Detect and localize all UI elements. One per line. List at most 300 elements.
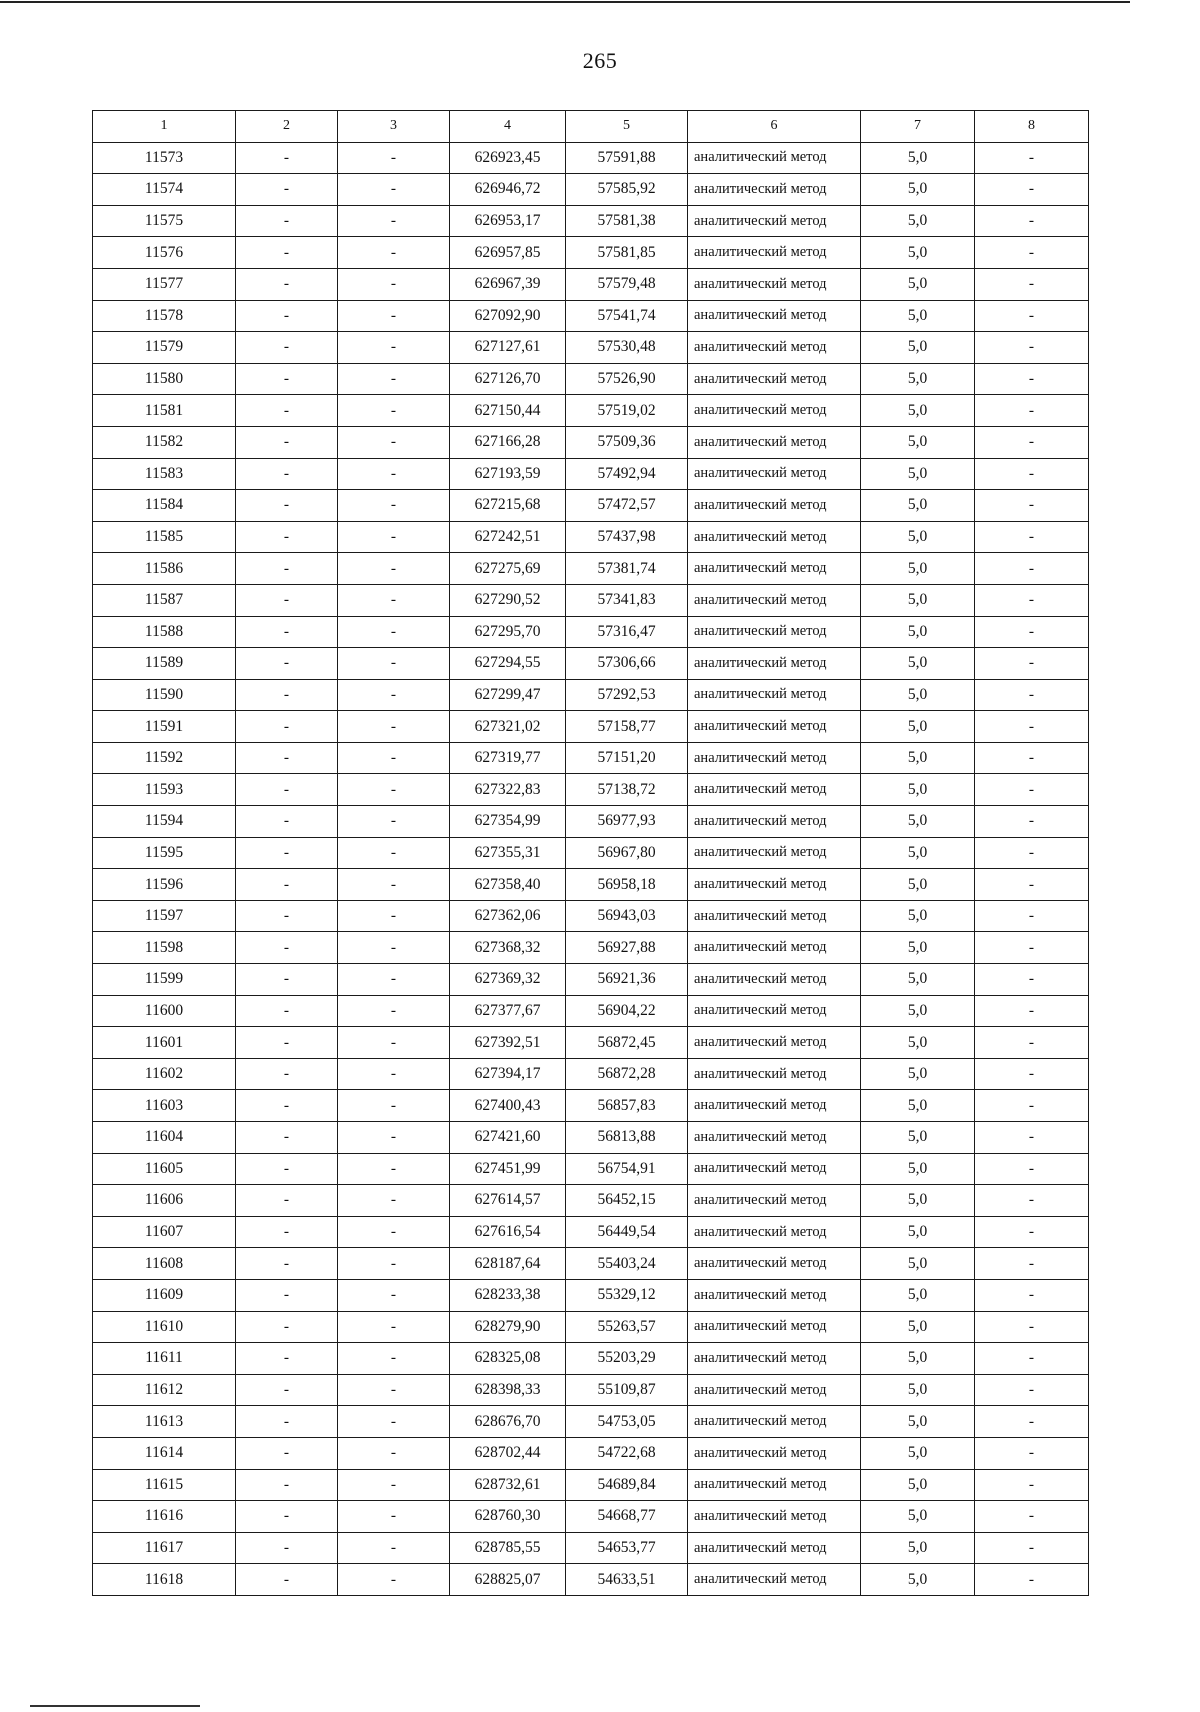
table-cell: аналитический метод xyxy=(688,584,861,616)
table-cell: - xyxy=(975,1279,1089,1311)
table-cell: - xyxy=(236,1501,338,1533)
table-cell: 11602 xyxy=(93,1058,236,1090)
table-cell: 5,0 xyxy=(861,268,975,300)
table-cell: - xyxy=(338,332,450,364)
table-cell: аналитический метод xyxy=(688,1564,861,1596)
table-cell: аналитический метод xyxy=(688,616,861,648)
table-row xyxy=(93,742,1089,774)
table-cell: - xyxy=(338,1406,450,1438)
table-cell: - xyxy=(975,332,1089,364)
table-cell: 627362,06 xyxy=(450,900,566,932)
table-cell: 56904,22 xyxy=(566,995,688,1027)
table-cell: 5,0 xyxy=(861,742,975,774)
table-cell: аналитический метод xyxy=(688,332,861,364)
table-row xyxy=(93,679,1089,711)
table-cell: - xyxy=(975,964,1089,996)
table-cell: - xyxy=(338,174,450,206)
table-cell: 57138,72 xyxy=(566,774,688,806)
table-cell: 5,0 xyxy=(861,1122,975,1154)
column-header: 1 xyxy=(93,111,236,143)
table-cell: аналитический метод xyxy=(688,900,861,932)
table-cell: аналитический метод xyxy=(688,426,861,458)
table-cell: 5,0 xyxy=(861,584,975,616)
table-cell: - xyxy=(236,205,338,237)
table-cell: 11607 xyxy=(93,1216,236,1248)
table-cell: 11585 xyxy=(93,521,236,553)
table-row xyxy=(93,332,1089,364)
table-cell: - xyxy=(975,1564,1089,1596)
table-cell: 57158,77 xyxy=(566,711,688,743)
table-cell: 11593 xyxy=(93,774,236,806)
bottom-scan-rule xyxy=(30,1705,200,1707)
table-cell: - xyxy=(236,332,338,364)
table-cell: - xyxy=(236,995,338,1027)
table-cell: 626957,85 xyxy=(450,237,566,269)
table-cell: 5,0 xyxy=(861,1532,975,1564)
table-cell: аналитический метод xyxy=(688,995,861,1027)
table-cell: 5,0 xyxy=(861,1564,975,1596)
table-cell: 5,0 xyxy=(861,553,975,585)
table-cell: - xyxy=(338,964,450,996)
table-cell: 627166,28 xyxy=(450,426,566,458)
table-row xyxy=(93,1501,1089,1533)
table-cell: - xyxy=(236,426,338,458)
table-cell: 626967,39 xyxy=(450,268,566,300)
table-cell: 57519,02 xyxy=(566,395,688,427)
table-cell: 5,0 xyxy=(861,1437,975,1469)
table-cell: 5,0 xyxy=(861,711,975,743)
table-row xyxy=(93,1279,1089,1311)
table-cell: - xyxy=(975,584,1089,616)
table-cell: 5,0 xyxy=(861,679,975,711)
table-cell: - xyxy=(236,268,338,300)
table-cell: 11583 xyxy=(93,458,236,490)
table-cell: 627294,55 xyxy=(450,648,566,680)
table-cell: - xyxy=(975,1437,1089,1469)
table-cell: аналитический метод xyxy=(688,268,861,300)
table-cell: - xyxy=(975,806,1089,838)
table-cell: 11578 xyxy=(93,300,236,332)
column-header: 3 xyxy=(338,111,450,143)
table-body xyxy=(93,142,1089,1595)
table-cell: 626946,72 xyxy=(450,174,566,206)
table-cell: 627215,68 xyxy=(450,490,566,522)
table-cell: 628676,70 xyxy=(450,1406,566,1438)
table-cell: - xyxy=(338,616,450,648)
column-header: 5 xyxy=(566,111,688,143)
table-cell: - xyxy=(338,426,450,458)
table-cell: 11582 xyxy=(93,426,236,458)
table-cell: аналитический метод xyxy=(688,1185,861,1217)
table-cell: 56754,91 xyxy=(566,1153,688,1185)
table-cell: 11611 xyxy=(93,1343,236,1375)
table-cell: - xyxy=(975,711,1089,743)
table-cell: 627377,67 xyxy=(450,995,566,1027)
table-cell: - xyxy=(338,1185,450,1217)
table-cell: 56927,88 xyxy=(566,932,688,964)
table-cell: аналитический метод xyxy=(688,1279,861,1311)
table-cell: - xyxy=(975,1216,1089,1248)
table-cell: 627299,47 xyxy=(450,679,566,711)
table-cell: - xyxy=(338,900,450,932)
table-cell: 627358,40 xyxy=(450,869,566,901)
table-cell: 56857,83 xyxy=(566,1090,688,1122)
table-row xyxy=(93,1564,1089,1596)
table-cell: - xyxy=(236,1058,338,1090)
table-cell: 11598 xyxy=(93,932,236,964)
table-cell: 56813,88 xyxy=(566,1122,688,1154)
table-cell: 57585,92 xyxy=(566,174,688,206)
table-cell: аналитический метод xyxy=(688,1374,861,1406)
table-row xyxy=(93,142,1089,174)
table-cell: аналитический метод xyxy=(688,237,861,269)
table-cell: 11580 xyxy=(93,363,236,395)
table-cell: 56958,18 xyxy=(566,869,688,901)
table-cell: 56452,15 xyxy=(566,1185,688,1217)
table-cell: аналитический метод xyxy=(688,553,861,585)
table-cell: 11603 xyxy=(93,1090,236,1122)
table-row xyxy=(93,806,1089,838)
table-cell: аналитический метод xyxy=(688,837,861,869)
table-cell: 627392,51 xyxy=(450,1027,566,1059)
table-cell: - xyxy=(975,900,1089,932)
table-cell: - xyxy=(975,1185,1089,1217)
table-row xyxy=(93,1122,1089,1154)
table-cell: - xyxy=(236,932,338,964)
table-cell: - xyxy=(338,237,450,269)
table-cell: - xyxy=(975,1532,1089,1564)
table-cell: - xyxy=(236,521,338,553)
table-cell: - xyxy=(975,869,1089,901)
table-cell: аналитический метод xyxy=(688,490,861,522)
table-cell: 11592 xyxy=(93,742,236,774)
table-cell: аналитический метод xyxy=(688,1532,861,1564)
table-cell: аналитический метод xyxy=(688,1469,861,1501)
table-row xyxy=(93,458,1089,490)
table-cell: - xyxy=(975,268,1089,300)
table-cell: - xyxy=(338,1437,450,1469)
table-cell: аналитический метод xyxy=(688,869,861,901)
table-cell: - xyxy=(338,363,450,395)
table-cell: 54653,77 xyxy=(566,1532,688,1564)
table-cell: - xyxy=(338,1122,450,1154)
table-cell: - xyxy=(236,616,338,648)
table-cell: аналитический метод xyxy=(688,1153,861,1185)
table-cell: - xyxy=(975,174,1089,206)
table-cell: - xyxy=(338,1564,450,1596)
table-cell: 5,0 xyxy=(861,1185,975,1217)
table-cell: аналитический метод xyxy=(688,679,861,711)
table-cell: 54722,68 xyxy=(566,1437,688,1469)
table-cell: 57509,36 xyxy=(566,426,688,458)
table-cell: аналитический метод xyxy=(688,174,861,206)
table-cell: - xyxy=(338,205,450,237)
table-cell: 627290,52 xyxy=(450,584,566,616)
table-row xyxy=(93,869,1089,901)
table-cell: 5,0 xyxy=(861,964,975,996)
table-cell: - xyxy=(975,205,1089,237)
table-cell: 11605 xyxy=(93,1153,236,1185)
table-cell: 5,0 xyxy=(861,995,975,1027)
table-cell: аналитический метод xyxy=(688,1437,861,1469)
table-cell: - xyxy=(975,553,1089,585)
table-cell: 627451,99 xyxy=(450,1153,566,1185)
table-cell: - xyxy=(975,1122,1089,1154)
table-row xyxy=(93,363,1089,395)
table-row xyxy=(93,995,1089,1027)
table-cell: 627616,54 xyxy=(450,1216,566,1248)
table-cell: 11579 xyxy=(93,332,236,364)
table-cell: 628187,64 xyxy=(450,1248,566,1280)
table-cell: - xyxy=(338,1058,450,1090)
table-row xyxy=(93,964,1089,996)
table-cell: - xyxy=(236,1564,338,1596)
table-cell: 11610 xyxy=(93,1311,236,1343)
table-cell: 57581,38 xyxy=(566,205,688,237)
column-header: 6 xyxy=(688,111,861,143)
table-cell: 57530,48 xyxy=(566,332,688,364)
table-cell: аналитический метод xyxy=(688,395,861,427)
table-cell: - xyxy=(236,490,338,522)
table-cell: 5,0 xyxy=(861,300,975,332)
table-cell: 11612 xyxy=(93,1374,236,1406)
table-cell: - xyxy=(975,1374,1089,1406)
table-cell: 5,0 xyxy=(861,1501,975,1533)
table-cell: - xyxy=(338,300,450,332)
table-cell: 5,0 xyxy=(861,142,975,174)
table-cell: 57591,88 xyxy=(566,142,688,174)
table-cell: 11600 xyxy=(93,995,236,1027)
table-cell: 5,0 xyxy=(861,869,975,901)
table-cell: - xyxy=(236,584,338,616)
table-cell: - xyxy=(236,1216,338,1248)
table-cell: 627126,70 xyxy=(450,363,566,395)
table-cell: 54753,05 xyxy=(566,1406,688,1438)
table-row xyxy=(93,1027,1089,1059)
table-cell: 11596 xyxy=(93,869,236,901)
table-cell: - xyxy=(236,1532,338,1564)
table-cell: - xyxy=(236,363,338,395)
table-cell: - xyxy=(338,1027,450,1059)
table-cell: аналитический метод xyxy=(688,806,861,838)
table-cell: - xyxy=(338,142,450,174)
table-row xyxy=(93,205,1089,237)
table-cell: 11608 xyxy=(93,1248,236,1280)
table-cell: 57316,47 xyxy=(566,616,688,648)
table-row xyxy=(93,426,1089,458)
table-cell: - xyxy=(975,1501,1089,1533)
table-cell: - xyxy=(236,237,338,269)
table-cell: - xyxy=(975,395,1089,427)
table-cell: 626923,45 xyxy=(450,142,566,174)
table-cell: аналитический метод xyxy=(688,1090,861,1122)
table-cell: аналитический метод xyxy=(688,1027,861,1059)
table-cell: - xyxy=(338,584,450,616)
table-cell: 627193,59 xyxy=(450,458,566,490)
table-row xyxy=(93,1343,1089,1375)
table-cell: 11618 xyxy=(93,1564,236,1596)
table-cell: 55109,87 xyxy=(566,1374,688,1406)
table-cell: аналитический метод xyxy=(688,363,861,395)
table-row xyxy=(93,837,1089,869)
table-cell: аналитический метод xyxy=(688,1501,861,1533)
table-cell: 5,0 xyxy=(861,774,975,806)
table-row xyxy=(93,268,1089,300)
table-cell: 628732,61 xyxy=(450,1469,566,1501)
table-cell: - xyxy=(338,1153,450,1185)
table-cell: - xyxy=(236,679,338,711)
table-cell: - xyxy=(338,679,450,711)
table-cell: 57151,20 xyxy=(566,742,688,774)
table-cell: - xyxy=(236,742,338,774)
table-cell: 11587 xyxy=(93,584,236,616)
table-cell: 56977,93 xyxy=(566,806,688,838)
table-cell: 56967,80 xyxy=(566,837,688,869)
table-cell: - xyxy=(975,774,1089,806)
table-cell: 5,0 xyxy=(861,332,975,364)
table-cell: 627150,44 xyxy=(450,395,566,427)
table-cell: 5,0 xyxy=(861,1469,975,1501)
table-cell: - xyxy=(975,1027,1089,1059)
table-cell: 11604 xyxy=(93,1122,236,1154)
table-cell: 11595 xyxy=(93,837,236,869)
table-cell: аналитический метод xyxy=(688,300,861,332)
table-cell: 11613 xyxy=(93,1406,236,1438)
table-cell: 5,0 xyxy=(861,1058,975,1090)
table-cell: - xyxy=(236,1153,338,1185)
table-cell: - xyxy=(236,1311,338,1343)
table-cell: 11577 xyxy=(93,268,236,300)
table-cell: - xyxy=(338,1311,450,1343)
table-cell: - xyxy=(338,648,450,680)
table-cell: - xyxy=(236,142,338,174)
table-cell: 11591 xyxy=(93,711,236,743)
table-cell: 11581 xyxy=(93,395,236,427)
table-cell: - xyxy=(236,1248,338,1280)
table-cell: - xyxy=(338,1248,450,1280)
table-cell: - xyxy=(236,1027,338,1059)
table-cell: - xyxy=(975,490,1089,522)
table-row xyxy=(93,1469,1089,1501)
table-cell: аналитический метод xyxy=(688,1343,861,1375)
table-cell: 57492,94 xyxy=(566,458,688,490)
table-row xyxy=(93,1406,1089,1438)
table-row xyxy=(93,174,1089,206)
table-row xyxy=(93,1437,1089,1469)
table-cell: 627322,83 xyxy=(450,774,566,806)
table-cell: 5,0 xyxy=(861,1374,975,1406)
table-cell: 5,0 xyxy=(861,458,975,490)
table-cell: 5,0 xyxy=(861,900,975,932)
table-cell: 56921,36 xyxy=(566,964,688,996)
table-cell: - xyxy=(338,458,450,490)
table-cell: 5,0 xyxy=(861,174,975,206)
table-row xyxy=(93,300,1089,332)
table-cell: - xyxy=(236,900,338,932)
table-cell: 5,0 xyxy=(861,205,975,237)
table-cell: - xyxy=(975,1153,1089,1185)
table-cell: 11589 xyxy=(93,648,236,680)
table-cell: 5,0 xyxy=(861,1153,975,1185)
table-cell: - xyxy=(236,458,338,490)
table-cell: - xyxy=(236,648,338,680)
table-cell: 11616 xyxy=(93,1501,236,1533)
table-cell: - xyxy=(975,237,1089,269)
table-cell: - xyxy=(236,1343,338,1375)
table-cell: 5,0 xyxy=(861,237,975,269)
table-cell: - xyxy=(975,363,1089,395)
table-cell: 5,0 xyxy=(861,648,975,680)
table-cell: - xyxy=(975,837,1089,869)
table-cell: 627355,31 xyxy=(450,837,566,869)
table-cell: 57526,90 xyxy=(566,363,688,395)
table-cell: 628398,33 xyxy=(450,1374,566,1406)
table-cell: - xyxy=(338,1343,450,1375)
table-header-row xyxy=(93,111,1089,143)
table-cell: аналитический метод xyxy=(688,932,861,964)
table-cell: 627275,69 xyxy=(450,553,566,585)
table-cell: 55263,57 xyxy=(566,1311,688,1343)
table-cell: 5,0 xyxy=(861,1216,975,1248)
table-cell: 628825,07 xyxy=(450,1564,566,1596)
table-cell: 55203,29 xyxy=(566,1343,688,1375)
top-scan-rule xyxy=(0,1,1130,3)
table-cell: - xyxy=(975,142,1089,174)
table-cell: 628702,44 xyxy=(450,1437,566,1469)
table-cell: аналитический метод xyxy=(688,964,861,996)
table-cell: - xyxy=(975,458,1089,490)
table-cell: 11573 xyxy=(93,142,236,174)
table-cell: аналитический метод xyxy=(688,142,861,174)
table-cell: - xyxy=(338,553,450,585)
table-cell: - xyxy=(975,742,1089,774)
table-cell: аналитический метод xyxy=(688,742,861,774)
table-cell: аналитический метод xyxy=(688,711,861,743)
table-cell: 5,0 xyxy=(861,1027,975,1059)
table-cell: - xyxy=(236,395,338,427)
table-cell: - xyxy=(236,553,338,585)
table-row xyxy=(93,237,1089,269)
table-cell: - xyxy=(236,1185,338,1217)
table-cell: - xyxy=(236,300,338,332)
table-cell: аналитический метод xyxy=(688,1406,861,1438)
table-cell: 54689,84 xyxy=(566,1469,688,1501)
table-cell: 11575 xyxy=(93,205,236,237)
table-cell: 57579,48 xyxy=(566,268,688,300)
table-row xyxy=(93,521,1089,553)
table-cell: - xyxy=(236,806,338,838)
table-cell: - xyxy=(338,1501,450,1533)
table-cell: - xyxy=(236,1437,338,1469)
table-cell: 11576 xyxy=(93,237,236,269)
table-cell: - xyxy=(236,711,338,743)
table-cell: 11599 xyxy=(93,964,236,996)
table-cell: 11574 xyxy=(93,174,236,206)
column-header: 4 xyxy=(450,111,566,143)
table-cell: 57581,85 xyxy=(566,237,688,269)
table-cell: 5,0 xyxy=(861,806,975,838)
table-cell: 5,0 xyxy=(861,1311,975,1343)
table-cell: 57341,83 xyxy=(566,584,688,616)
table-cell: 628233,38 xyxy=(450,1279,566,1311)
page-number: 265 xyxy=(582,48,618,73)
table-cell: 627614,57 xyxy=(450,1185,566,1217)
table-cell: 5,0 xyxy=(861,490,975,522)
table-row xyxy=(93,616,1089,648)
table-cell: - xyxy=(338,1216,450,1248)
table-row xyxy=(93,1374,1089,1406)
table-cell: 5,0 xyxy=(861,1090,975,1122)
